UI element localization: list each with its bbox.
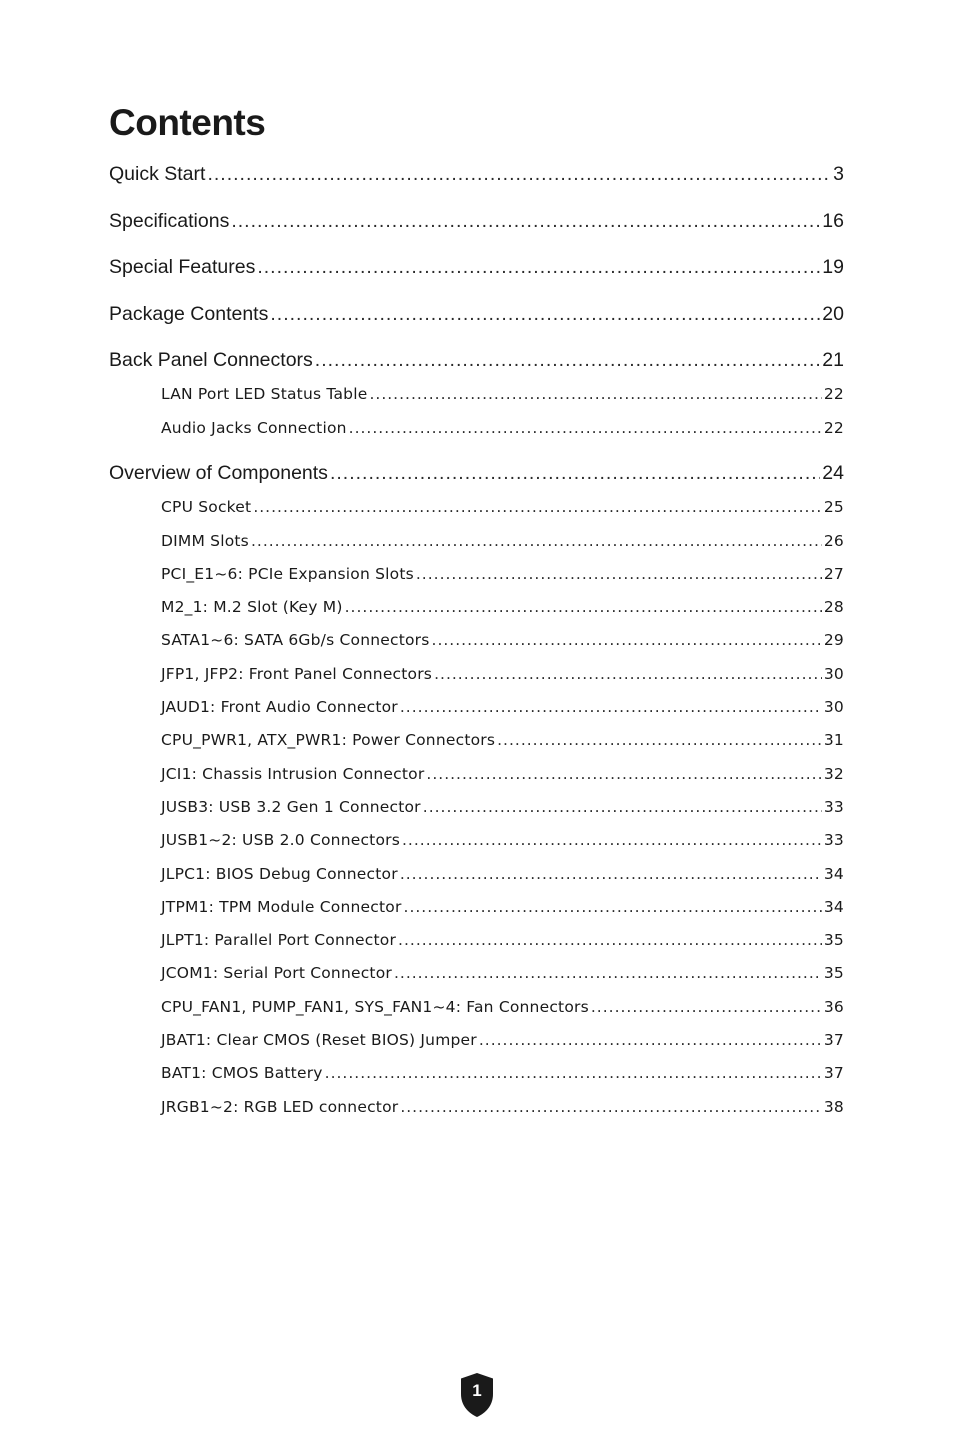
toc-entry-label: CPU_PWR1, ATX_PWR1: Power Connectors (161, 731, 496, 749)
toc-entry[interactable] (109, 254, 844, 280)
toc-entry-label: SATA1~6: SATA 6Gb/s Connectors (161, 631, 430, 649)
toc-entry-page: 35 (823, 964, 844, 982)
toc-dot-leader (330, 460, 820, 486)
toc-entry[interactable] (161, 896, 844, 918)
toc-entry-page: 16 (822, 210, 844, 232)
toc-entry-page: 37 (823, 1064, 844, 1082)
toc-entry-label: Back Panel Connectors (109, 349, 313, 371)
toc-entry-label: CPU Socket (161, 498, 252, 516)
toc-entry-label: JFP1, JFP2: Front Panel Connectors (161, 665, 433, 683)
toc-entry[interactable] (161, 929, 844, 951)
toc-entry-label: JCOM1: Serial Port Connector (161, 964, 392, 982)
toc-dot-leader (251, 530, 822, 552)
toc-dot-leader (325, 1062, 822, 1084)
toc-entry[interactable] (161, 563, 844, 585)
toc-entry-page: 27 (823, 565, 844, 583)
toc-entry-page: 20 (822, 303, 844, 325)
toc-entry[interactable] (161, 596, 844, 618)
toc-dot-leader (400, 696, 822, 718)
toc-dot-leader (270, 301, 820, 327)
toc-dot-leader (479, 1029, 822, 1051)
toc-entry[interactable] (161, 1029, 844, 1051)
toc-entry[interactable] (109, 161, 844, 187)
toc-entry-page: 35 (823, 931, 844, 949)
toc-entry-label: M2_1: M.2 Slot (Key M) (161, 598, 343, 616)
toc-entry[interactable] (161, 1096, 844, 1118)
toc-dot-leader (207, 161, 831, 187)
toc-entry-label: JAUD1: Front Audio Connector (161, 698, 398, 716)
toc-entry[interactable] (161, 763, 844, 785)
toc-entry-label: CPU_FAN1, PUMP_FAN1, SYS_FAN1~4: Fan Connectors (161, 998, 589, 1016)
toc-entry-page: 26 (823, 532, 844, 550)
toc-dot-leader (432, 629, 822, 651)
toc-entry-page: 24 (822, 462, 844, 484)
toc-entry-label: JUSB1~2: USB 2.0 Connectors (161, 831, 400, 849)
toc-entry-label: Quick Start (109, 163, 206, 185)
toc-entry[interactable] (109, 208, 844, 234)
toc-dot-leader (497, 729, 822, 751)
toc-entry[interactable] (161, 496, 844, 518)
toc-dot-leader (369, 383, 821, 405)
toc-entry[interactable] (161, 696, 844, 718)
toc-entry-page: 22 (823, 385, 844, 403)
toc-entry-page: 32 (823, 765, 844, 783)
toc-entry[interactable] (161, 1062, 844, 1084)
toc-entry-label: Overview of Components (109, 462, 328, 484)
toc-entry[interactable] (161, 530, 844, 552)
toc-entry-label: Audio Jacks Connection (161, 419, 347, 437)
toc-entry[interactable] (161, 729, 844, 751)
toc-entry-page: 36 (823, 998, 844, 1016)
toc-entry-label: DIMM Slots (161, 532, 249, 550)
toc-dot-leader (426, 763, 821, 785)
toc-dot-leader (394, 962, 822, 984)
toc-dot-leader (398, 929, 822, 951)
toc-entry-page: 34 (823, 898, 844, 916)
toc-dot-leader (402, 829, 822, 851)
toc-entry-page: 30 (823, 665, 844, 683)
toc-dot-leader (349, 417, 822, 439)
toc-dot-leader (416, 563, 822, 585)
toc-dot-leader (253, 496, 822, 518)
toc-entry[interactable] (161, 829, 844, 851)
toc-dot-leader (591, 996, 822, 1018)
page-title: Contents (109, 102, 266, 143)
toc-entry-page: 3 (833, 163, 844, 185)
toc-dot-leader (434, 663, 822, 685)
toc-dot-leader (400, 863, 822, 885)
toc-entry[interactable] (161, 863, 844, 885)
toc-entry-label: LAN Port LED Status Table (161, 385, 368, 403)
toc-entry-label: JCI1: Chassis Intrusion Connector (161, 765, 425, 783)
toc-entry-page: 25 (823, 498, 844, 516)
toc-dot-leader (400, 1096, 822, 1118)
toc-entry-page: 37 (823, 1031, 844, 1049)
toc-dot-leader (404, 896, 822, 918)
toc-entry-page: 33 (823, 798, 844, 816)
toc-entry-label: Specifications (109, 210, 230, 232)
toc-entry-page: 34 (823, 865, 844, 883)
toc-entry-label: JBAT1: Clear CMOS (Reset BIOS) Jumper (161, 1031, 477, 1049)
toc-entry-label: JUSB3: USB 3.2 Gen 1 Connector (161, 798, 421, 816)
toc-entry-label: Special Features (109, 256, 256, 278)
toc-dot-leader (257, 254, 820, 280)
toc-entry[interactable] (109, 460, 844, 486)
toc-entry-label: JRGB1~2: RGB LED connector (161, 1098, 399, 1116)
toc-entry-label: PCI_E1~6: PCIe Expansion Slots (161, 565, 414, 583)
toc-entry[interactable] (161, 417, 844, 439)
toc-entry-page: 31 (823, 731, 844, 749)
toc-entry[interactable] (161, 663, 844, 685)
toc-entry[interactable] (161, 962, 844, 984)
toc-entry[interactable] (161, 996, 844, 1018)
toc-entry[interactable] (109, 301, 844, 327)
toc-entry-label: JTPM1: TPM Module Connector (161, 898, 402, 916)
toc-entry-page: 28 (823, 598, 844, 616)
toc-entry-page: 19 (822, 256, 844, 278)
toc-entry-page: 33 (823, 831, 844, 849)
page-number: 1 (472, 1381, 482, 1400)
toc-entry[interactable] (161, 629, 844, 651)
toc-dot-leader (423, 796, 822, 818)
toc-entry[interactable] (161, 383, 844, 405)
toc-entry-page: 38 (823, 1098, 844, 1116)
toc-entry-page: 29 (823, 631, 844, 649)
toc-entry[interactable] (109, 347, 844, 373)
toc-entry-page: 30 (823, 698, 844, 716)
toc-entry-page: 22 (823, 419, 844, 437)
page-number-badge (458, 1372, 496, 1418)
toc-dot-leader (231, 208, 820, 234)
toc-entry[interactable] (161, 796, 844, 818)
toc-dot-leader (345, 596, 822, 618)
toc-dot-leader (315, 347, 821, 373)
toc-entry-page: 21 (822, 349, 844, 371)
toc-entry-label: JLPC1: BIOS Debug Connector (161, 865, 398, 883)
toc-entry-label: JLPT1: Parallel Port Connector (161, 931, 397, 949)
toc-entry-label: Package Contents (109, 303, 269, 325)
toc-entry-label: BAT1: CMOS Battery (161, 1064, 323, 1082)
